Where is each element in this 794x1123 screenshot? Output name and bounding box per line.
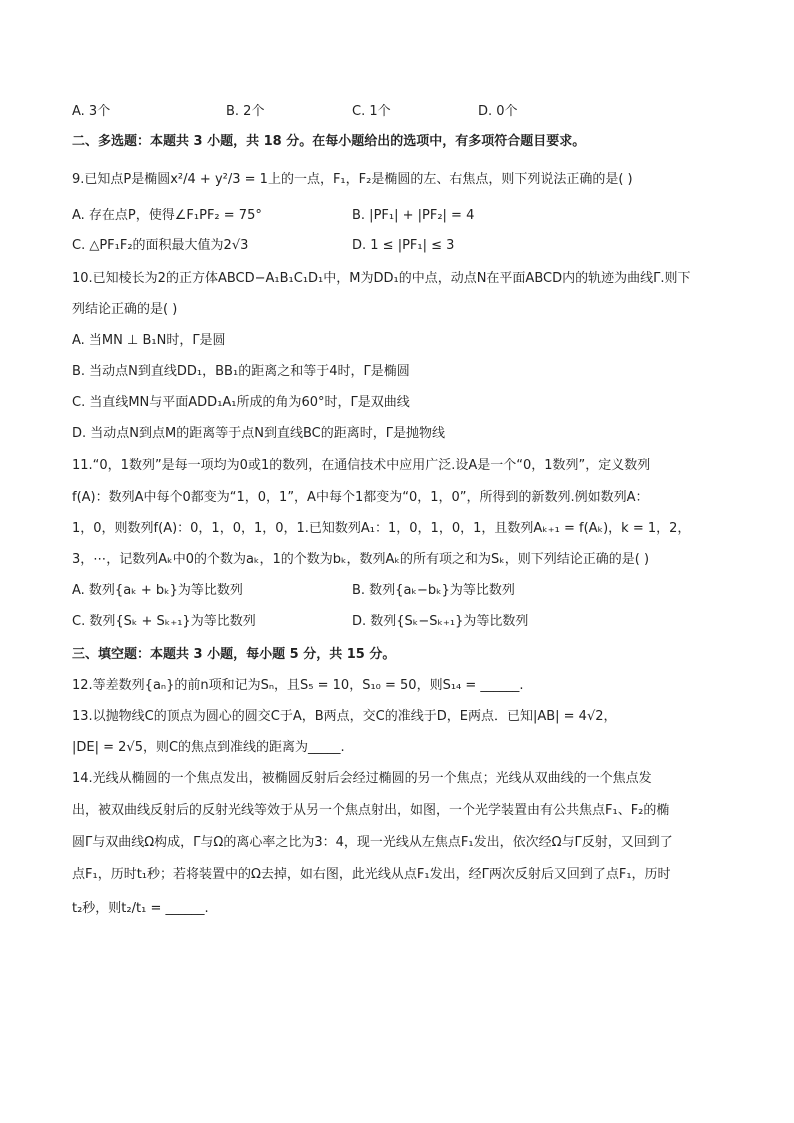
q10-option-b: B. 当动点N到直线DD₁，BB₁的距离之和等于4时，Γ是椭圆 bbox=[72, 364, 410, 379]
q11-line1: 11.“0，1数列”是每一项均为0或1的数列，在通信技术中应用广泛.设A是一个“0，1数列”，定义数列 bbox=[72, 458, 651, 473]
q10-option-c: C. 当直线MN与平面ADD₁A₁所成的角为60°时，Γ是双曲线 bbox=[72, 395, 410, 410]
q9-option-d: D. 1 ≤ |PF₁| ≤ 3 bbox=[352, 238, 455, 253]
q11-option-b: B. 数列{aₖ−bₖ}为等比数列 bbox=[352, 583, 515, 598]
q10-stem-line2: 列结论正确的是( ) bbox=[72, 302, 178, 317]
q9-stem: 9.已知点P是椭圆x²/4 + y²/3 = 1上的一点，F₁，F₂是椭圆的左、右焦点，则下列说法正确的是( ) bbox=[72, 172, 633, 187]
q10-option-d: D. 当动点N到点M的距离等于点N到直线BC的距离时，Γ是抛物线 bbox=[72, 426, 445, 441]
q8-option-a: A. 3个 bbox=[72, 104, 111, 119]
section2-header: 二、多选题：本题共 3 小题，共 18 分。在每小题给出的选项中，有多项符合题目要求。 bbox=[72, 134, 586, 149]
q14-line4: 点F₁，历时t₁秒；若将装置中的Ω去掉，如右图，此光线从点F₁发出，经Γ两次反射后又回到了点F₁，历时 bbox=[72, 867, 671, 882]
q11-option-c: C. 数列{Sₖ + Sₖ₊₁}为等比数列 bbox=[72, 614, 256, 629]
q10-stem-line1: 10.已知棱长为2的正方体ABCD−A₁B₁C₁D₁中，M为DD₁的中点，动点N在平面ABCD内的轨迹为曲线Γ.则下 bbox=[72, 271, 691, 286]
q14-line2: 出，被双曲线反射后的反射光线等效于从另一个焦点射出，如图，一个光学装置由有公共焦点F₁、F₂的椭 bbox=[72, 803, 670, 818]
q9-option-b: B. |PF₁| + |PF₂| = 4 bbox=[352, 208, 475, 223]
q8-option-b: B. 2个 bbox=[226, 104, 265, 119]
q14-line3: 圆Γ与双曲线Ω构成，Γ与Ω的离心率之比为3：4，现一光线从左焦点F₁发出，依次经Ω与Γ反射，又回到了 bbox=[72, 835, 673, 850]
q11-line2: f(A)：数列A中每个0都变为“1，0，1”，A中每个1都变为“0，1，0”，所得到的新数列.例如数列A： bbox=[72, 490, 649, 505]
q13-line1: 13.以抛物线C的顶点为圆心的圆交C于A，B两点，交C的准线于D，E两点．已知|AB| = 4√2， bbox=[72, 709, 617, 724]
q11-option-d: D. 数列{Sₖ−Sₖ₊₁}为等比数列 bbox=[352, 614, 529, 629]
q11-line4: 3，⋯，记数列Aₖ中0的个数为aₖ，1的个数为bₖ，数列Aₖ的所有项之和为Sₖ，则下列结论正确的是( ) bbox=[72, 552, 650, 567]
q11-option-a: A. 数列{aₖ + bₖ}为等比数列 bbox=[72, 583, 243, 598]
q9-option-c: C. △PF₁F₂的面积最大值为2√3 bbox=[72, 238, 249, 253]
q12-text: 12.等差数列{aₙ}的前n项和记为Sₙ，且S₅ = 10，S₁₀ = 50，则S₁₄ = ______. bbox=[72, 678, 524, 693]
q9-option-a: A. 存在点P，使得∠F₁PF₂ = 75° bbox=[72, 208, 262, 223]
q11-line3: 1，0，则数列f(A)：0，1，0，1，0，1.已知数列A₁：1，0，1，0，1，且数列Aₖ₊₁ = f(Aₖ)，k = 1，2， bbox=[72, 521, 691, 536]
q14-line5: t₂秒，则t₂/t₁ = ______. bbox=[72, 901, 209, 916]
q14-line1: 14.光线从椭圆的一个焦点发出，被椭圆反射后会经过椭圆的另一个焦点；光线从双曲线的一个焦点发 bbox=[72, 771, 652, 786]
q8-option-d: D. 0个 bbox=[478, 104, 518, 119]
section3-header: 三、填空题：本题共 3 小题，每小题 5 分，共 15 分。 bbox=[72, 647, 396, 662]
q10-option-a: A. 当MN ⊥ B₁N时，Γ是圆 bbox=[72, 333, 226, 348]
q8-option-c: C. 1个 bbox=[352, 104, 391, 119]
q13-line2: |DE| = 2√5，则C的焦点到准线的距离为_____. bbox=[72, 740, 345, 755]
